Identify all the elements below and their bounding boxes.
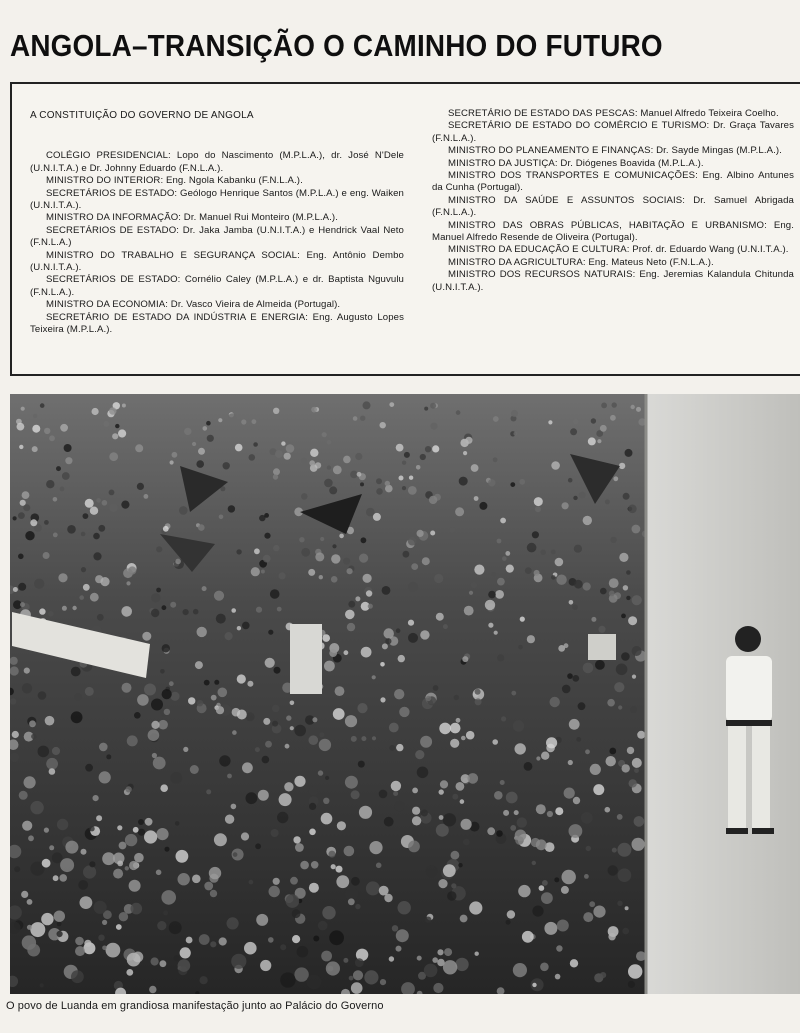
appointment-entry: SECRETÁRIOS DE ESTADO: Dr. Jaka Jamba (U.N.I.T.A.) e Hendrick Vaal Neto (F.N.L.A.) (30, 224, 404, 249)
box-subhead: A CONSTITUIÇÃO DO GOVERNO DE ANGOLA (30, 110, 254, 121)
crowd-photo (10, 394, 800, 994)
headline: ANGOLA–TRANSIÇÃO O CAMINHO DO FUTURO (10, 28, 663, 63)
appointment-entry: MINISTRO DO PLANEAMENTO E FINANÇAS: Dr. Sayde Mingas (M.P.L.A.). (448, 145, 782, 157)
appointment-entry: MINISTRO DA AGRICULTURA: Eng. Mateus Neto (F.N.L.A.). (448, 256, 714, 268)
photo-caption: O povo de Luanda em grandiosa manifestação junto ao Palácio do Governo (6, 1000, 384, 1012)
appointment-entry: SECRETÁRIOS DE ESTADO: Cornélio Caley (M.P.L.A.) e dr. Baptista Nguvulu (F.N.L.A.). (30, 274, 404, 298)
palace-wall (646, 394, 800, 994)
appointment-entry: SECRETÁRIOS DE ESTADO: Geólogo Henrique Santos (M.P.L.A.) e eng. Waiken (U.N.I.T.A.). (30, 187, 404, 212)
appointment-entry: MINISTRO DA SAÚDE E ASSUNTOS SOCIAIS: Dr. Samuel Abrigada (F.N.L.A.). (432, 194, 794, 219)
appointment-entry: SECRETÁRIO DE ESTADO DO COMÉRCIO E TURISMO: Dr. Graça Tavares (F.N.L.A.). (432, 120, 794, 144)
appointment-entry: MINISTRO DO INTERIOR: Eng. Ngola Kabanku (F.N.L.A.). (46, 175, 303, 187)
appointment-entry: MINISTRO DOS TRANSPORTES E COMUNICAÇÕES: Eng. Albino Antunes da Cunha (Portugal). (432, 170, 794, 194)
appointment-entry: MINISTRO DO TRABALHO E SEGURANÇA SOCIAL: Eng. Antônio Dembo (U.N.I.T.A.). (30, 249, 404, 274)
appointment-entry: MINISTRO DA INFORMAÇÃO: Dr. Manuel Rui Monteiro (M.P.L.A.). (46, 212, 338, 224)
appointment-entry: COLÉGIO PRESIDENCIAL: Lopo do Nascimento (M.P.L.A.), dr. José N'Dele (U.N.I.T.A.) e Dr. Johnny Eduardo (F.N.L.A.). (30, 150, 404, 174)
appointment-entry: MINISTRO DOS RECURSOS NATURAIS: Eng. Jeremias Kalandula Chitunda (U.N.I.T.A.). (432, 269, 794, 293)
appointment-entry: SECRETÁRIO DE ESTADO DA INDÚSTRIA E ENERGIA: Eng. Augusto Lopes Teixeira (M.P.L.A.). (30, 311, 404, 336)
appointment-entry: MINISTRO DA ECONOMIA: Dr. Vasco Vieira de Almeida (Portugal). (46, 299, 341, 311)
appointment-entry: MINISTRO DAS OBRAS PÚBLICAS, HABITAÇÃO E URBANISMO: Eng. Manuel Alfredo Resende de Oliveira (Portugal). (432, 219, 794, 244)
right-column (432, 108, 794, 294)
crowd-photo-illustration (10, 394, 800, 994)
appointment-entry: MINISTRO DA JUSTIÇA: Dr. Diógenes Boavida (M.P.L.A.). (448, 157, 704, 169)
appointment-entry: SECRETÁRIO DE ESTADO DAS PESCAS: Manuel Alfredo Teixeira Coelho. (448, 108, 779, 119)
government-composition-box (10, 82, 800, 376)
appointment-entry: MINISTRO DA EDUCAÇÃO E CULTURA: Prof. dr. Eduardo Wang (U.N.I.T.A.). (448, 244, 789, 256)
left-column (30, 110, 404, 337)
